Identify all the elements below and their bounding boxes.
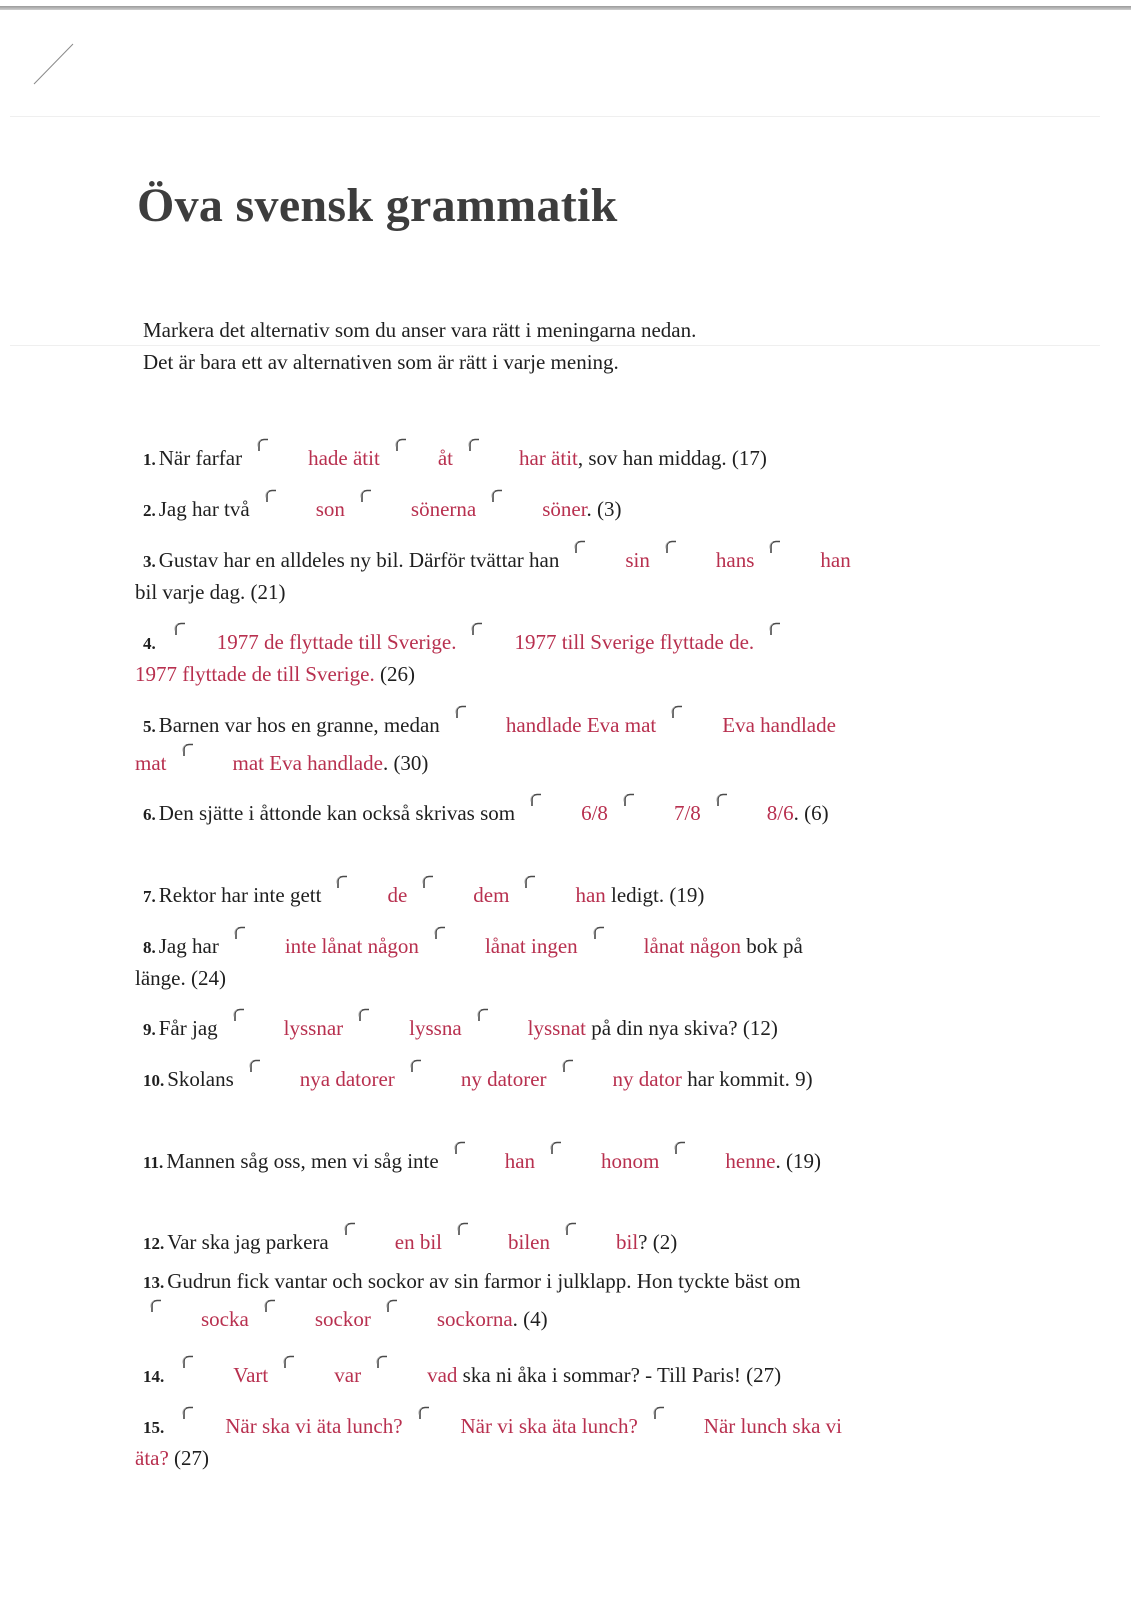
- scan-artifact-line: [10, 116, 1100, 117]
- radio-button[interactable]: [343, 1221, 357, 1237]
- radio-button[interactable]: [564, 1221, 578, 1237]
- radio-button[interactable]: [454, 704, 468, 720]
- option-label: mat Eva handlade: [232, 751, 383, 775]
- question-12: [135, 1221, 855, 1259]
- question-15: [135, 1405, 855, 1474]
- question-text: (26): [374, 662, 415, 686]
- radio-button[interactable]: [233, 925, 247, 941]
- question-text: ? (2): [638, 1230, 678, 1254]
- question-7: [135, 874, 855, 912]
- option-label: son: [315, 497, 345, 521]
- option-label: När ska vi äta lunch?: [225, 1414, 403, 1438]
- question-number: 1.: [143, 450, 156, 469]
- option-label: sönerna: [410, 497, 477, 521]
- question-number: 9.: [143, 1020, 156, 1039]
- question-text: , sov han middag. (17): [577, 446, 767, 470]
- radio-button[interactable]: [529, 792, 543, 808]
- radio-button[interactable]: [385, 1298, 399, 1314]
- radio-button[interactable]: [173, 621, 187, 637]
- radio-button[interactable]: [453, 1140, 467, 1156]
- radio-button[interactable]: [433, 925, 447, 941]
- option-label: När lunch ska vi äta?: [135, 1414, 842, 1470]
- radio-button[interactable]: [673, 1140, 687, 1156]
- question-text: Barnen var hos en granne, medan: [158, 713, 440, 737]
- question-text: . (30): [382, 751, 429, 775]
- radio-button[interactable]: [664, 539, 678, 555]
- radio-button[interactable]: [561, 1058, 575, 1074]
- question-number: 7.: [143, 887, 156, 906]
- option-label: bilen: [508, 1230, 550, 1254]
- option-label: 6/8: [581, 801, 608, 825]
- option-label: sockorna: [436, 1307, 513, 1331]
- instruction-line: Det är bara ett av alternativen som är rätt i varje mening.: [143, 350, 619, 374]
- radio-button[interactable]: [417, 1405, 431, 1421]
- option-label: 8/6: [766, 801, 794, 825]
- question-text: När farfar: [158, 446, 243, 470]
- question-text: (27): [168, 1446, 210, 1470]
- radio-button[interactable]: [768, 539, 782, 555]
- option-label: ny dator: [612, 1067, 682, 1091]
- question-text: . (6): [793, 801, 829, 825]
- radio-button[interactable]: [394, 437, 408, 453]
- question-10: [135, 1058, 855, 1096]
- radio-button[interactable]: [573, 539, 587, 555]
- option-label: lyssna: [409, 1016, 462, 1040]
- option-label: hade ätit: [308, 446, 380, 470]
- radio-button[interactable]: [263, 1298, 277, 1314]
- option-label: 1977 de flyttade till Sverige.: [216, 630, 457, 654]
- question-number: 15.: [143, 1418, 165, 1437]
- question-number: 12.: [143, 1234, 165, 1253]
- question-text: Rektor har inte gett: [158, 883, 322, 907]
- question-text: . (19): [775, 1149, 822, 1173]
- option-label: han: [504, 1149, 536, 1173]
- option-label: handlade Eva mat: [505, 713, 657, 737]
- option-label: lyssnat: [527, 1016, 586, 1040]
- question-text: bil varje dag. (21): [135, 580, 286, 604]
- option-label: sin: [625, 548, 650, 572]
- scan-top-border: [0, 6, 1131, 10]
- radio-button[interactable]: [467, 437, 481, 453]
- option-label: Vart: [233, 1363, 269, 1387]
- option-label: en bil: [394, 1230, 442, 1254]
- question-text: Var ska jag parkera: [167, 1230, 329, 1254]
- radio-button[interactable]: [523, 874, 537, 890]
- question-number: 11.: [143, 1153, 164, 1172]
- option-label: hans: [715, 548, 755, 572]
- question-14: [135, 1354, 855, 1392]
- option-label: 1977 flyttade de till Sverige.: [135, 662, 375, 686]
- option-label: han: [820, 548, 851, 572]
- radio-button[interactable]: [149, 1298, 163, 1314]
- radio-button[interactable]: [282, 1354, 296, 1370]
- radio-button[interactable]: [652, 1405, 666, 1421]
- question-text: Jag har: [158, 934, 219, 958]
- question-text: på din nya skiva? (12): [586, 1016, 778, 1040]
- option-label: dem: [473, 883, 510, 907]
- option-label: Eva handlade mat: [135, 713, 836, 775]
- option-label: lyssnar: [283, 1016, 344, 1040]
- pen-stroke-mark: [28, 40, 88, 100]
- instruction-line: Markera det alternativ som du anser vara rätt i meningarna nedan.: [143, 318, 697, 342]
- page-title: Öva svensk grammatik: [137, 179, 618, 232]
- radio-button[interactable]: [359, 488, 373, 504]
- option-label: socka: [201, 1307, 249, 1331]
- radio-button[interactable]: [181, 1405, 195, 1421]
- option-label: honom: [601, 1149, 660, 1173]
- radio-button[interactable]: [456, 1221, 470, 1237]
- question-11: [135, 1140, 855, 1178]
- radio-button[interactable]: [357, 1007, 371, 1023]
- question-text: ska ni åka i sommar? - Till Paris! (27): [457, 1363, 782, 1387]
- option-label: söner: [542, 497, 587, 521]
- radio-button[interactable]: [232, 1007, 246, 1023]
- radio-button[interactable]: [715, 792, 729, 808]
- question-number: 6.: [143, 805, 156, 824]
- radio-button[interactable]: [335, 874, 349, 890]
- question-number: 8.: [143, 938, 156, 957]
- question-number: 10.: [143, 1071, 165, 1090]
- question-9: [135, 1007, 855, 1045]
- question-text: Den sjätte i åttonde kan också skrivas som: [158, 801, 516, 825]
- radio-button[interactable]: [490, 488, 504, 504]
- question-number: 2.: [143, 501, 156, 520]
- radio-button[interactable]: [470, 621, 484, 637]
- option-label: han: [575, 883, 606, 907]
- question-1: [135, 437, 855, 475]
- question-text: Mannen såg oss, men vi såg inte: [166, 1149, 439, 1173]
- question-number: 14.: [143, 1367, 165, 1386]
- option-label: vad: [427, 1363, 458, 1387]
- radio-button[interactable]: [256, 437, 270, 453]
- question-2: [135, 488, 855, 526]
- radio-button[interactable]: [409, 1058, 423, 1074]
- radio-button[interactable]: [264, 488, 278, 504]
- radio-button[interactable]: [181, 742, 195, 758]
- question-text: . (4): [512, 1307, 548, 1331]
- radio-button[interactable]: [670, 704, 684, 720]
- question-number: 5.: [143, 717, 156, 736]
- option-label: lånat ingen: [484, 934, 578, 958]
- radio-button[interactable]: [421, 874, 435, 890]
- option-label: När vi ska äta lunch?: [460, 1414, 638, 1438]
- option-label: bil: [616, 1230, 639, 1254]
- question-4: [135, 621, 855, 690]
- instructions: [143, 314, 696, 378]
- radio-button[interactable]: [248, 1058, 262, 1074]
- question-number: 13.: [143, 1273, 165, 1292]
- option-label: sockor: [314, 1307, 371, 1331]
- radio-button[interactable]: [592, 925, 606, 941]
- option-label: har ätit: [518, 446, 578, 470]
- question-13: [135, 1266, 855, 1335]
- radio-button[interactable]: [622, 792, 636, 808]
- option-label: lånat någon: [643, 934, 742, 958]
- question-text: Jag har två: [158, 497, 250, 521]
- radio-button[interactable]: [768, 621, 782, 637]
- option-label: de: [387, 883, 408, 907]
- option-label: var: [334, 1363, 362, 1387]
- radio-button[interactable]: [181, 1354, 195, 1370]
- question-6: [135, 792, 855, 830]
- radio-button[interactable]: [549, 1140, 563, 1156]
- question-text: Skolans: [167, 1067, 234, 1091]
- option-label: nya datorer: [299, 1067, 395, 1091]
- question-text: . (3): [586, 497, 622, 521]
- question-3: [135, 539, 855, 608]
- question-text: Gustav har en alldeles ny bil. Därför tvättar han: [158, 548, 560, 572]
- question-text: har kommit. 9): [681, 1067, 813, 1091]
- question-number: 4.: [143, 634, 156, 653]
- question-number: 3.: [143, 552, 156, 571]
- question-text: bok på länge. (24): [135, 934, 803, 990]
- option-label: ny datorer: [460, 1067, 547, 1091]
- option-label: 1977 till Sverige flyttade de.: [514, 630, 755, 654]
- option-label: henne: [725, 1149, 776, 1173]
- option-label: 7/8: [673, 801, 701, 825]
- option-label: inte lånat någon: [284, 934, 419, 958]
- radio-button[interactable]: [375, 1354, 389, 1370]
- question-5: [135, 704, 855, 779]
- question-text: Får jag: [158, 1016, 218, 1040]
- question-text: ledigt. (19): [605, 883, 705, 907]
- question-text: Gudrun fick vantar och sockor av sin farmor i julklapp. Hon tyckte bäst om: [167, 1269, 801, 1293]
- option-label: åt: [437, 446, 453, 470]
- radio-button[interactable]: [476, 1007, 490, 1023]
- question-8: [135, 925, 855, 994]
